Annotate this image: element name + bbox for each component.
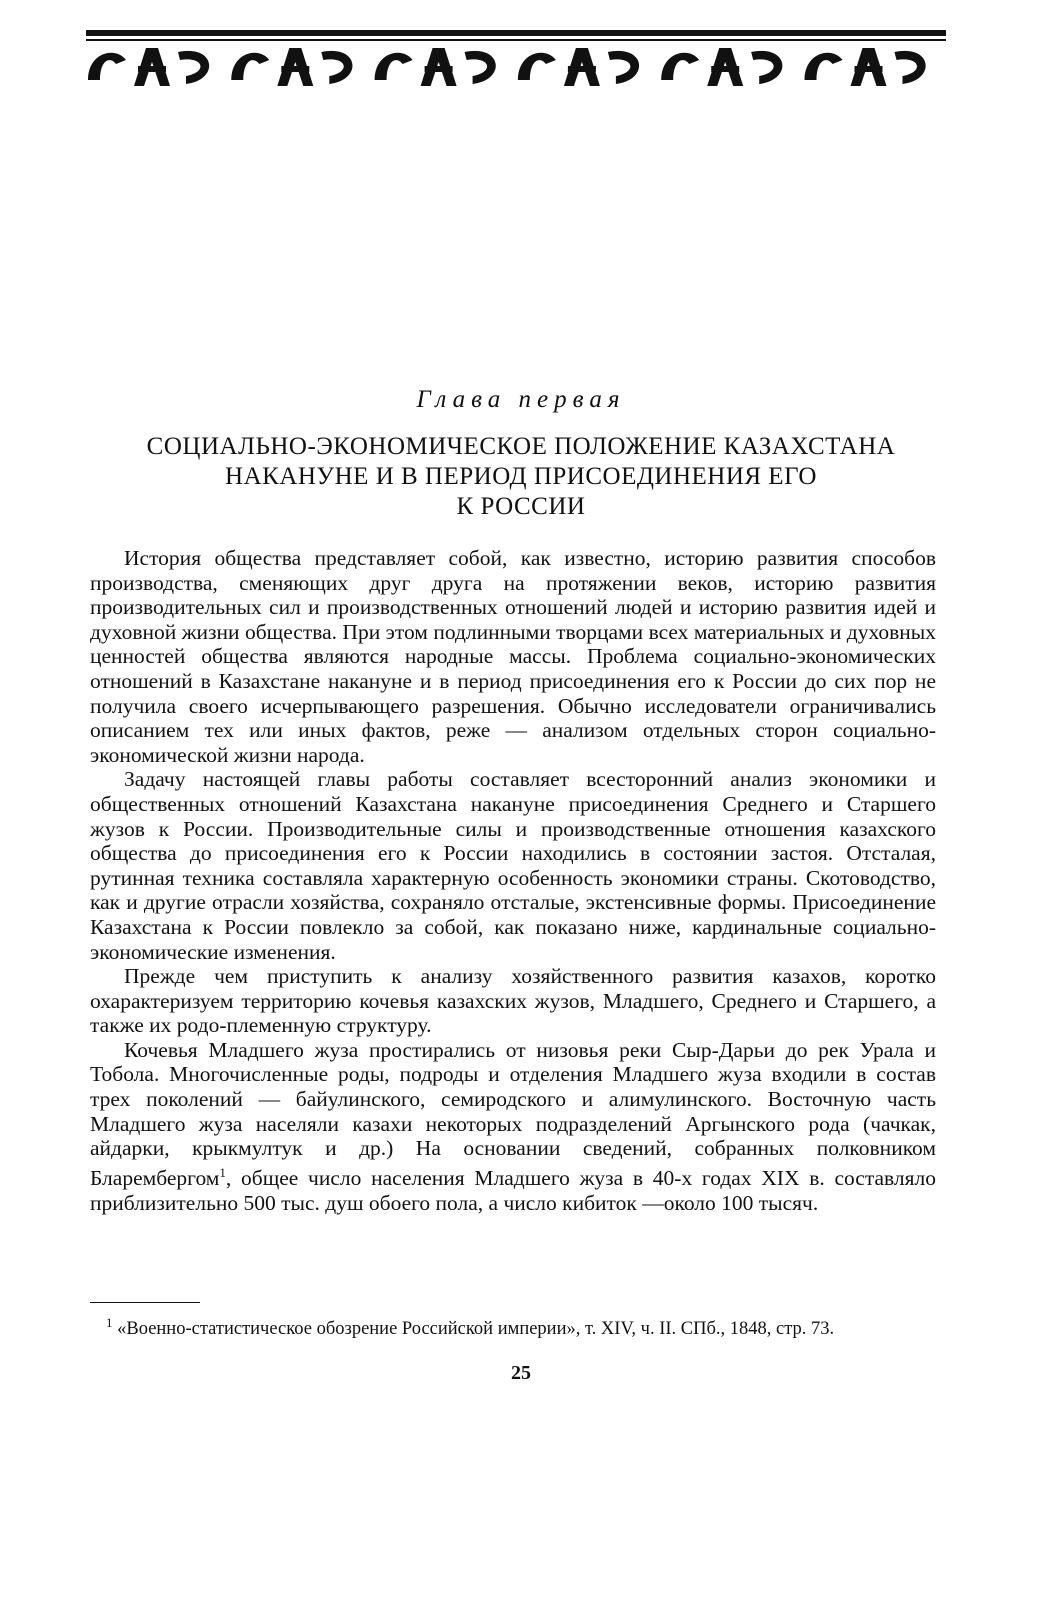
paragraph: Задачу настоящей главы работы составляет всесторонний анализ экономики и общественных отношений Казахстана накануне присоединения Среднего и Старшего жузов к России. Производительные силы и производственные отношения казахского общества до присоединения его к России находились в состоянии застоя. Отсталая, рутинная техника составляла характерную особенность экономики страны. Скотоводство, как и другие отрасли хозяйства, сохраняло отсталые, экстенсивные формы. Присоединение Казахстана к России повлекло за собой, как показано ниже, кардинальные социально-экономические изменения. bbox=[90, 767, 936, 964]
paragraph-text: Кочевья Младшего жуза простирались от низовья реки Сыр-Дарьи до рек Урала и Тобола. Многочисленные роды, подроды и отделения Младшего жуза входили в состав трех поколений — байулинского, семиродского и алимулинского. Восточную часть Младшего жуза населяли казахи некоторых подразделений Аргынского рода (чачкак, айдарки, крыкмултук и др.) На основании сведений, собранных полковником Бларембергом bbox=[90, 1037, 936, 1190]
page-number: 25 bbox=[511, 1362, 531, 1384]
footnote-ref: 1 bbox=[219, 1164, 226, 1180]
footnote-marker: 1 bbox=[106, 1315, 113, 1330]
chapter-label: Глава первая bbox=[416, 386, 626, 413]
paragraph bbox=[90, 1038, 936, 1215]
paragraph: Прежде чем приступить к анализу хозяйственного развития казахов, коротко охарактеризуем территорию кочевья казахских жузов, Младшего, Среднего и Старшего, а также их родо-племенную структуру. bbox=[90, 964, 936, 1038]
ornament-motif bbox=[518, 48, 639, 86]
paragraph: История общества представляет собой, как известно, историю развития способов производства, сменяющих друг друга на протяжении веков, историю развития производительных сил и производственных отношений людей и историю развития идей и духовной жизни общества. При этом подлинными творцами всех материальных и духовных ценностей общества являются народные массы. Проблема социально-экономических отношений в Казахстане накануне и в период присоединения его к России до сих пор не получила своего исчерпывающего разрешения. Обычно исследователи ограничивались описанием тех или иных фактов, реже — анализом отдельных сторон социально-экономической жизни народа. bbox=[90, 546, 936, 767]
paragraph-text: , общее число населения Младшего жуза в 40-х годах XIX в. составляло приблизительно 500 тыс. душ обоего пола, а число кибиток —около 100 тысяч. bbox=[90, 1166, 936, 1215]
ornament-motif bbox=[661, 48, 782, 86]
title-line: СОЦИАЛЬНО-ЭКОНОМИЧЕСКОЕ ПОЛОЖЕНИЕ КАЗАХСТАНА bbox=[146, 433, 896, 460]
ornament-motif bbox=[88, 48, 209, 86]
ornament-motif bbox=[375, 48, 496, 86]
chapter-title bbox=[100, 432, 942, 522]
footnote-text: «Военно-статистическое обозрение Российской империи», т. XIV, ч. II. СПб., 1848, стр. 73. bbox=[117, 1319, 835, 1340]
ornament-motif bbox=[805, 48, 926, 86]
ornament-motif bbox=[231, 48, 352, 86]
ornament-band bbox=[86, 30, 946, 90]
footnote bbox=[90, 1311, 936, 1341]
body-text bbox=[90, 546, 936, 1215]
title-line: К РОССИИ bbox=[456, 493, 586, 520]
title-line: НАКАНУНЕ И В ПЕРИОД ПРИСОЕДИНЕНИЯ ЕГО bbox=[225, 463, 817, 490]
footnote-rule bbox=[90, 1302, 200, 1303]
